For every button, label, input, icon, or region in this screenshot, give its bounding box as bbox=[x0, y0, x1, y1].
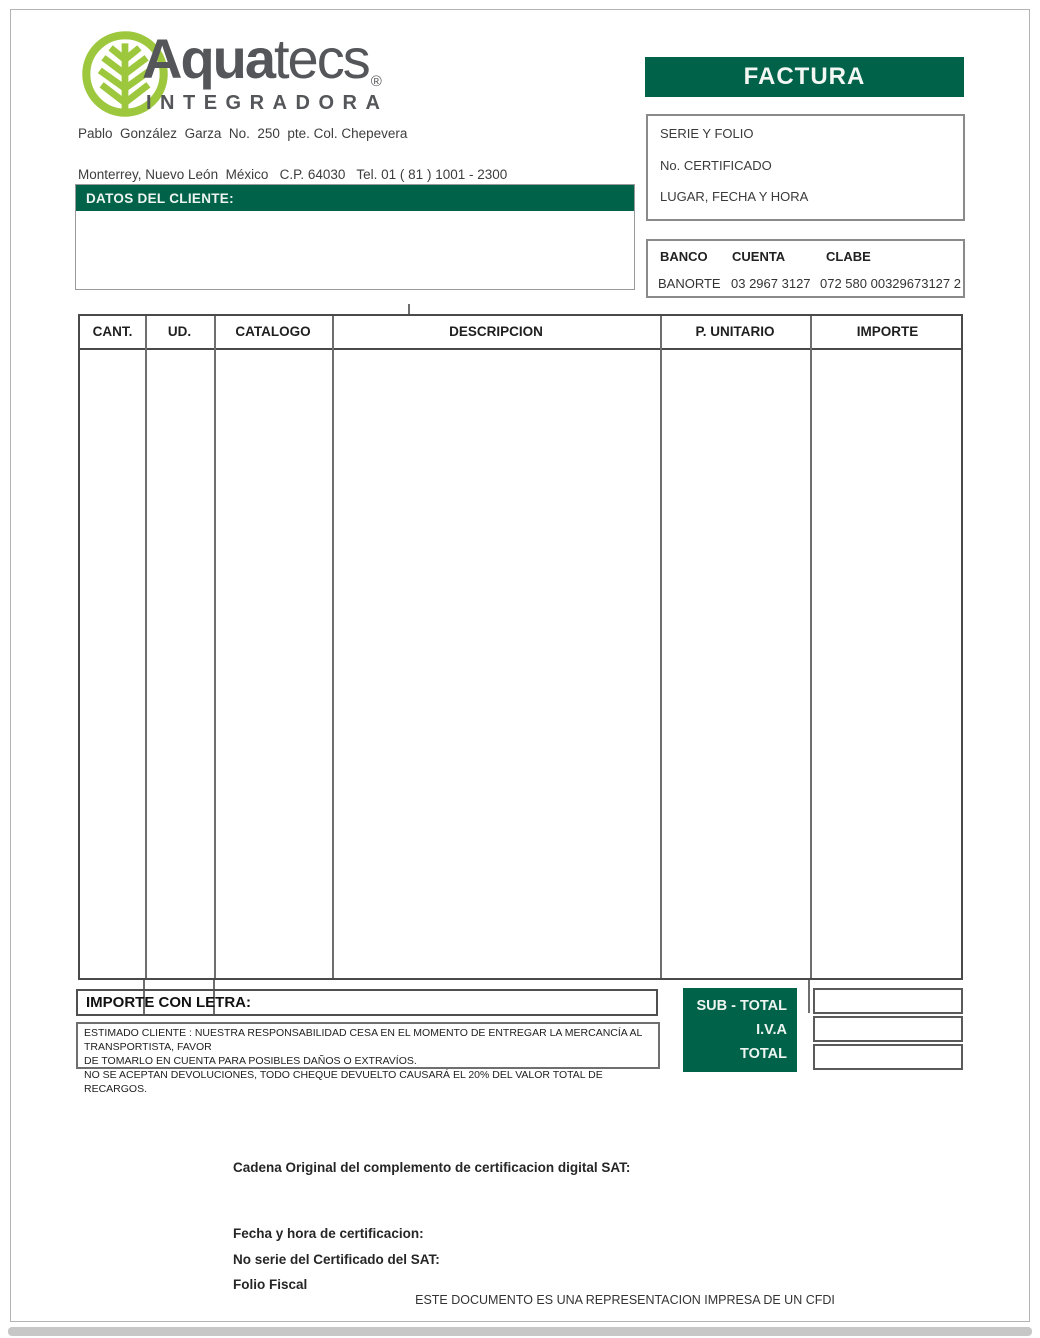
no-serie-sat-label: No serie del Certificado del SAT: bbox=[233, 1252, 440, 1267]
lugar-fecha-label: LUGAR, FECHA Y HORA bbox=[660, 189, 809, 204]
table-column-divider bbox=[145, 316, 147, 978]
client-data-box bbox=[75, 184, 635, 290]
notice-line-3: NO SE ACEPTAN DEVOLUCIONES, TODO CHEQUE DEVUELTO CAUSARÁ EL 20% DEL VALOR TOTAL DE RECARGOS. bbox=[84, 1069, 603, 1095]
total-label: TOTAL bbox=[740, 1046, 787, 1062]
table-line-stub bbox=[408, 304, 410, 314]
total-value-box bbox=[813, 1044, 963, 1070]
brand-wordmark-bold: Aqua bbox=[142, 27, 274, 90]
column-header-descripcion: DESCRIPCION bbox=[449, 324, 543, 339]
bank-header-clabe: CLABE bbox=[826, 249, 871, 264]
table-column-divider bbox=[660, 316, 662, 978]
column-header-catalogo: CATALOGO bbox=[235, 324, 311, 339]
amount-in-words-box bbox=[76, 989, 658, 1016]
cfdi-representation-note: ESTE DOCUMENTO ES UNA REPRESENTACION IMPRESA DE UN CFDI bbox=[415, 1293, 835, 1307]
column-header-p-unitario: P. UNITARIO bbox=[695, 324, 775, 339]
notice-line-2: DE TOMARLO EN CUENTA PARA POSIBLES DAÑOS O EXTRAVÍOS. bbox=[84, 1055, 417, 1067]
table-line-stub bbox=[808, 980, 810, 1013]
table-column-divider bbox=[810, 316, 812, 978]
table-header-divider bbox=[80, 348, 961, 350]
amount-in-words-label: IMPORTE CON LETRA: bbox=[86, 994, 251, 1011]
customer-notice-box bbox=[76, 1022, 660, 1095]
bottom-edge-bar bbox=[8, 1327, 1032, 1336]
client-data-header: DATOS DEL CLIENTE: bbox=[76, 185, 634, 211]
iva-label: I.V.A bbox=[756, 1022, 787, 1038]
brand-subtitle: INTEGRADORA bbox=[146, 92, 389, 114]
bank-value-cuenta: 03 2967 3127 bbox=[731, 276, 811, 291]
column-header-importe: IMPORTE bbox=[856, 324, 919, 339]
brand-wordmark bbox=[142, 26, 382, 91]
serie-folio-box bbox=[646, 114, 965, 221]
bank-value-clabe: 072 580 00329673127 2 bbox=[820, 276, 961, 291]
bank-header-cuenta: CUENTA bbox=[732, 249, 786, 264]
address-line-1: Pablo González Garza No. 250 pte. Col. Chepevera bbox=[78, 126, 408, 141]
column-header-cant: CANT. bbox=[92, 324, 133, 339]
cadena-original-label: Cadena Original del complemento de certificacion digital SAT: bbox=[233, 1160, 631, 1175]
document-title: FACTURA bbox=[645, 57, 964, 97]
address-line-2: Monterrey, Nuevo León México C.P. 64030 Tel. 01 ( 81 ) 1001 - 2300 bbox=[78, 167, 508, 182]
items-table bbox=[78, 314, 963, 980]
table-column-divider bbox=[214, 316, 216, 978]
column-header-ud: UD. bbox=[167, 324, 192, 339]
subtotal-value-box bbox=[813, 988, 963, 1014]
serie-folio-label: SERIE Y FOLIO bbox=[660, 126, 754, 141]
iva-value-box bbox=[813, 1016, 963, 1042]
folio-fiscal-label: Folio Fiscal bbox=[233, 1277, 308, 1292]
fecha-certificacion-label: Fecha y hora de certificacion: bbox=[233, 1226, 424, 1241]
notice-line-1: ESTIMADO CLIENTE : NUESTRA RESPONSABILIDAD CESA EN EL MOMENTO DE ENTREGAR LA MERCANCÍA AL TRANSPORTISTA, FAVOR bbox=[84, 1027, 642, 1053]
brand-wordmark-light: tecs bbox=[274, 27, 369, 90]
certificado-label: No. CERTIFICADO bbox=[660, 158, 772, 173]
bank-info-box bbox=[646, 239, 965, 298]
bank-header-banco: BANCO bbox=[660, 249, 708, 264]
table-column-divider bbox=[332, 316, 334, 978]
bank-value-banco: BANORTE bbox=[658, 276, 721, 291]
registered-trademark-icon: ® bbox=[370, 73, 382, 90]
totals-labels-box bbox=[683, 988, 797, 1072]
subtotal-label: SUB - TOTAL bbox=[696, 998, 787, 1014]
